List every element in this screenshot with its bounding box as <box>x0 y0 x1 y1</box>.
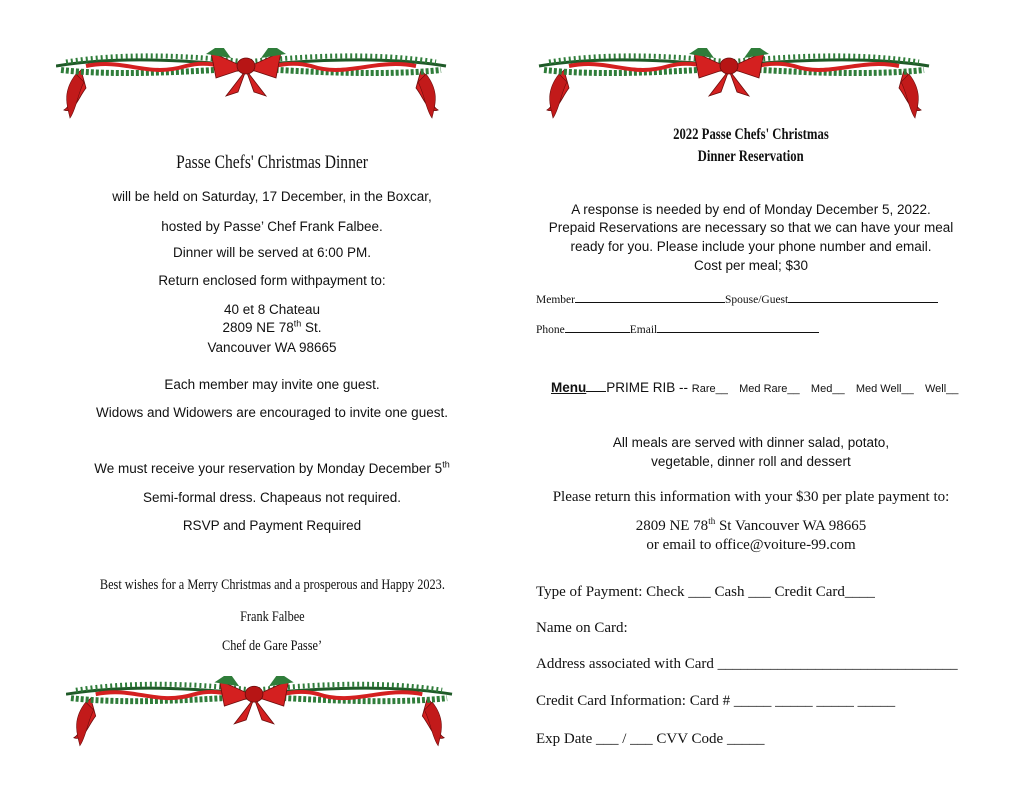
garland-bottom-left-icon <box>66 676 454 751</box>
signature-title: Chef de Gare Passe’ <box>221 638 323 654</box>
meal-note-1: All meals are served with dinner salad, potato, <box>612 435 890 450</box>
garland-top-right-icon <box>516 48 954 123</box>
deadline-note: We must receive your reservation by Monday December 5th <box>94 459 450 476</box>
wishes-line: Best wishes for a Merry Christmas and a prosperous and Happy 2023. <box>99 577 445 593</box>
signature-name: Frank Falbee <box>239 609 305 625</box>
cost-line: Cost per meal; $30 <box>693 258 809 273</box>
garland-top-left-icon <box>56 48 448 123</box>
doneness-med[interactable]: Med__ <box>810 383 845 395</box>
card-number-row[interactable]: Credit Card Information: Card # _____ _____ _____ _____ <box>536 693 896 709</box>
doneness-rare[interactable]: Rare__ <box>691 383 728 395</box>
form-title-1: 2022 Passe Chefs' Christmas <box>673 126 829 143</box>
spouse-field[interactable] <box>788 290 938 303</box>
payment-type-row[interactable]: Type of Payment: Check ___ Cash ___ Credit Card____ <box>536 584 875 600</box>
contact-row <box>536 320 819 336</box>
address-line-3: Vancouver WA 98665 <box>207 340 337 355</box>
member-field[interactable] <box>575 290 725 303</box>
spouse-label: Spouse/Guest <box>724 294 789 306</box>
address-line-2: 2809 NE 78th St. <box>222 318 322 335</box>
invitation-line-2: hosted by Passe’ Chef Frank Falbee. <box>161 219 383 234</box>
guest-note-2: Widows and Widowers are encouraged to invite one guest. <box>96 405 448 420</box>
guest-note-1: Each member may invite one guest. <box>164 377 380 392</box>
return-email: or email to office@voiture-99.com <box>646 537 856 553</box>
response-line-2: Prepaid Reservations are necessary so that we can have your meal <box>548 220 954 235</box>
exp-cvv-row[interactable]: Exp Date ___ / ___ CVV Code _____ <box>536 731 765 747</box>
email-label: Email <box>629 324 658 336</box>
menu-label: Menu <box>551 380 587 395</box>
dress-note: Semi-formal dress. Chapeaus not required. <box>142 490 402 505</box>
doneness-med-well[interactable]: Med Well__ <box>855 383 914 395</box>
doneness-med-rare[interactable]: Med Rare__ <box>739 383 800 395</box>
card-address-row[interactable]: Address associated with Card ________________________________ <box>536 656 958 672</box>
return-note: Please return this information with your $30 per plate payment to: <box>552 489 950 505</box>
phone-label: Phone <box>536 324 565 336</box>
invitation-line-1: will be held on Saturday, 17 December, in the Boxcar, <box>112 189 432 204</box>
phone-field[interactable] <box>565 320 630 333</box>
form-title-2: Dinner Reservation <box>697 148 805 165</box>
email-field[interactable] <box>657 320 819 333</box>
invitation-line-3: Dinner will be served at 6:00 PM. <box>172 245 372 260</box>
return-address: 2809 NE 78th St Vancouver WA 98665 <box>635 516 867 534</box>
member-label: Member <box>536 294 575 306</box>
rsvp-note: RSVP and Payment Required <box>182 518 362 533</box>
doneness-well[interactable]: Well__ <box>924 383 959 395</box>
member-row <box>536 290 938 306</box>
menu-item: PRIME RIB -- <box>606 380 692 395</box>
invitation-title: Passe Chefs' Christmas Dinner <box>176 152 368 173</box>
meal-note-2: vegetable, dinner roll and dessert <box>651 454 851 469</box>
invitation-line-4: Return enclosed form withpayment to: <box>158 273 386 288</box>
menu-row <box>551 379 958 395</box>
response-line-3: ready for you. Please include your phone number and email. <box>570 239 932 254</box>
name-on-card-row[interactable]: Name on Card: <box>536 620 628 636</box>
address-line-1: 40 et 8 Chateau <box>223 302 321 317</box>
response-line-1: A response is needed by end of Monday December 5, 2022. <box>571 202 931 217</box>
